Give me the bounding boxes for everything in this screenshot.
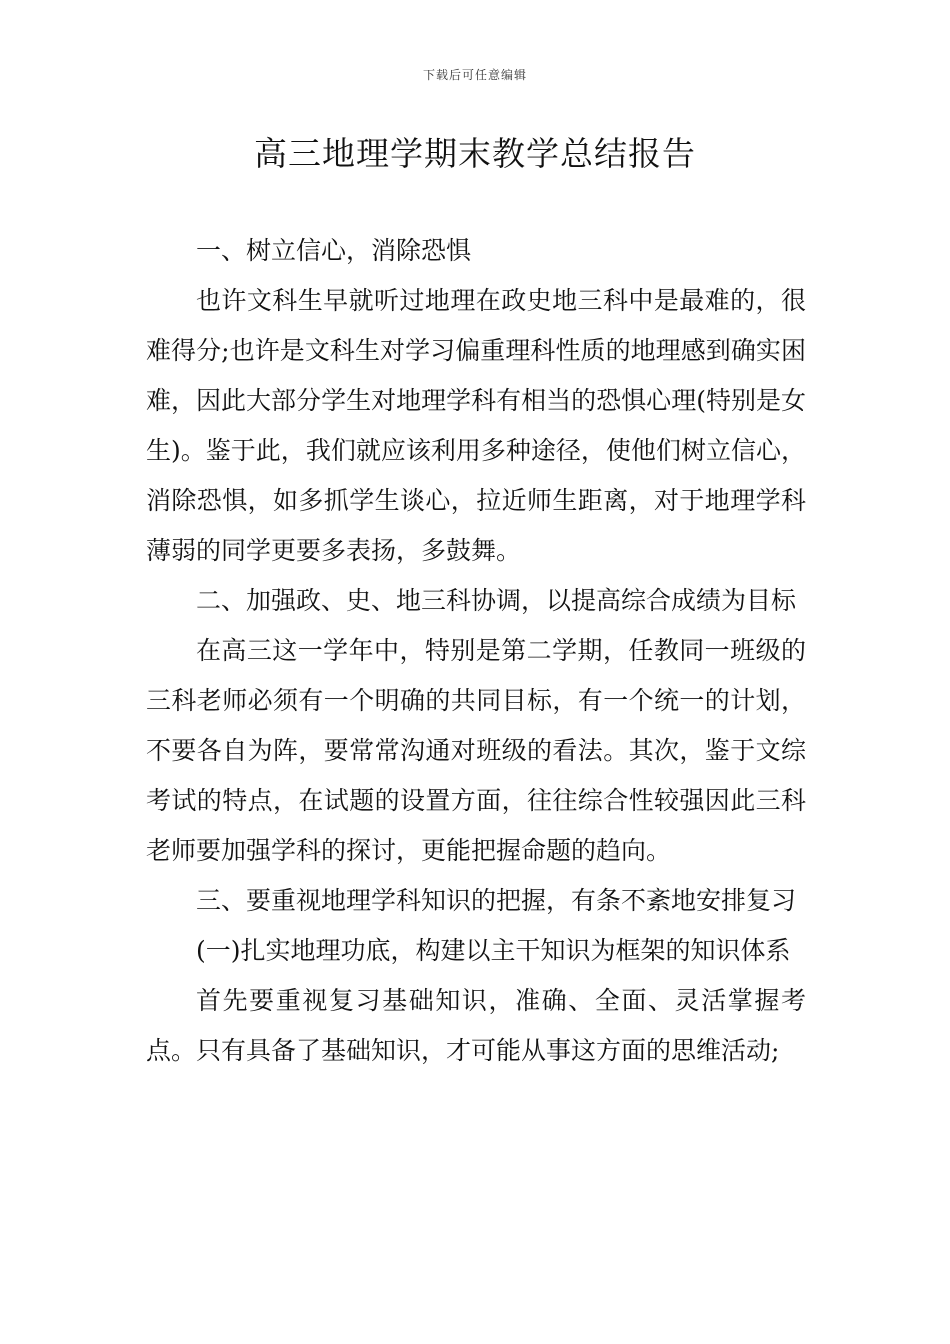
subsection-heading-1: (一)扎实地理功底，构建以主干知识为框架的知识体系 <box>196 936 791 965</box>
section-heading-2: 二、加强政、史、地三科协调，以提高综合成绩为目标 <box>196 586 797 615</box>
header-note: 下载后可任意编辑 <box>422 68 527 82</box>
document-body <box>146 226 806 1076</box>
body-paragraph-3: 首先要重视复习基础知识，准确、全面、灵活掌握考点。只有具备了基础知识，才可能从事这方面的思维活动; <box>146 986 806 1065</box>
body-paragraph-1: 也许文科生早就听过地理在政史地三科中是最难的，很难得分;也许是文科生对学习偏重理科性质的地理感到确实困难，因此大部分学生对地理学科有相当的恐惧心理(特别是女生)。鉴于此，我们就应该利用多种途径，使他们树立信心，消除恐惧，如多抓学生谈心，拉近师生距离，对于地理学科薄弱的同学更要多表扬，多鼓舞。 <box>146 286 806 565</box>
document-title: 高三地理学期末教学总结报告 <box>254 134 696 173</box>
section-heading-1: 一、树立信心，消除恐惧 <box>196 236 472 265</box>
body-paragraph-2: 在高三这一学年中，特别是第二学期，任教同一班级的三科老师必须有一个明确的共同目标，有一个统一的计划，不要各自为阵，要常常沟通对班级的看法。其次，鉴于文综考试的特点，在试题的设置方面，往往综合性较强因此三科老师要加强学科的探讨，更能把握命题的趋向。 <box>146 636 806 865</box>
section-heading-3: 三、要重视地理学科知识的把握，有条不紊地安排复习 <box>196 886 797 915</box>
